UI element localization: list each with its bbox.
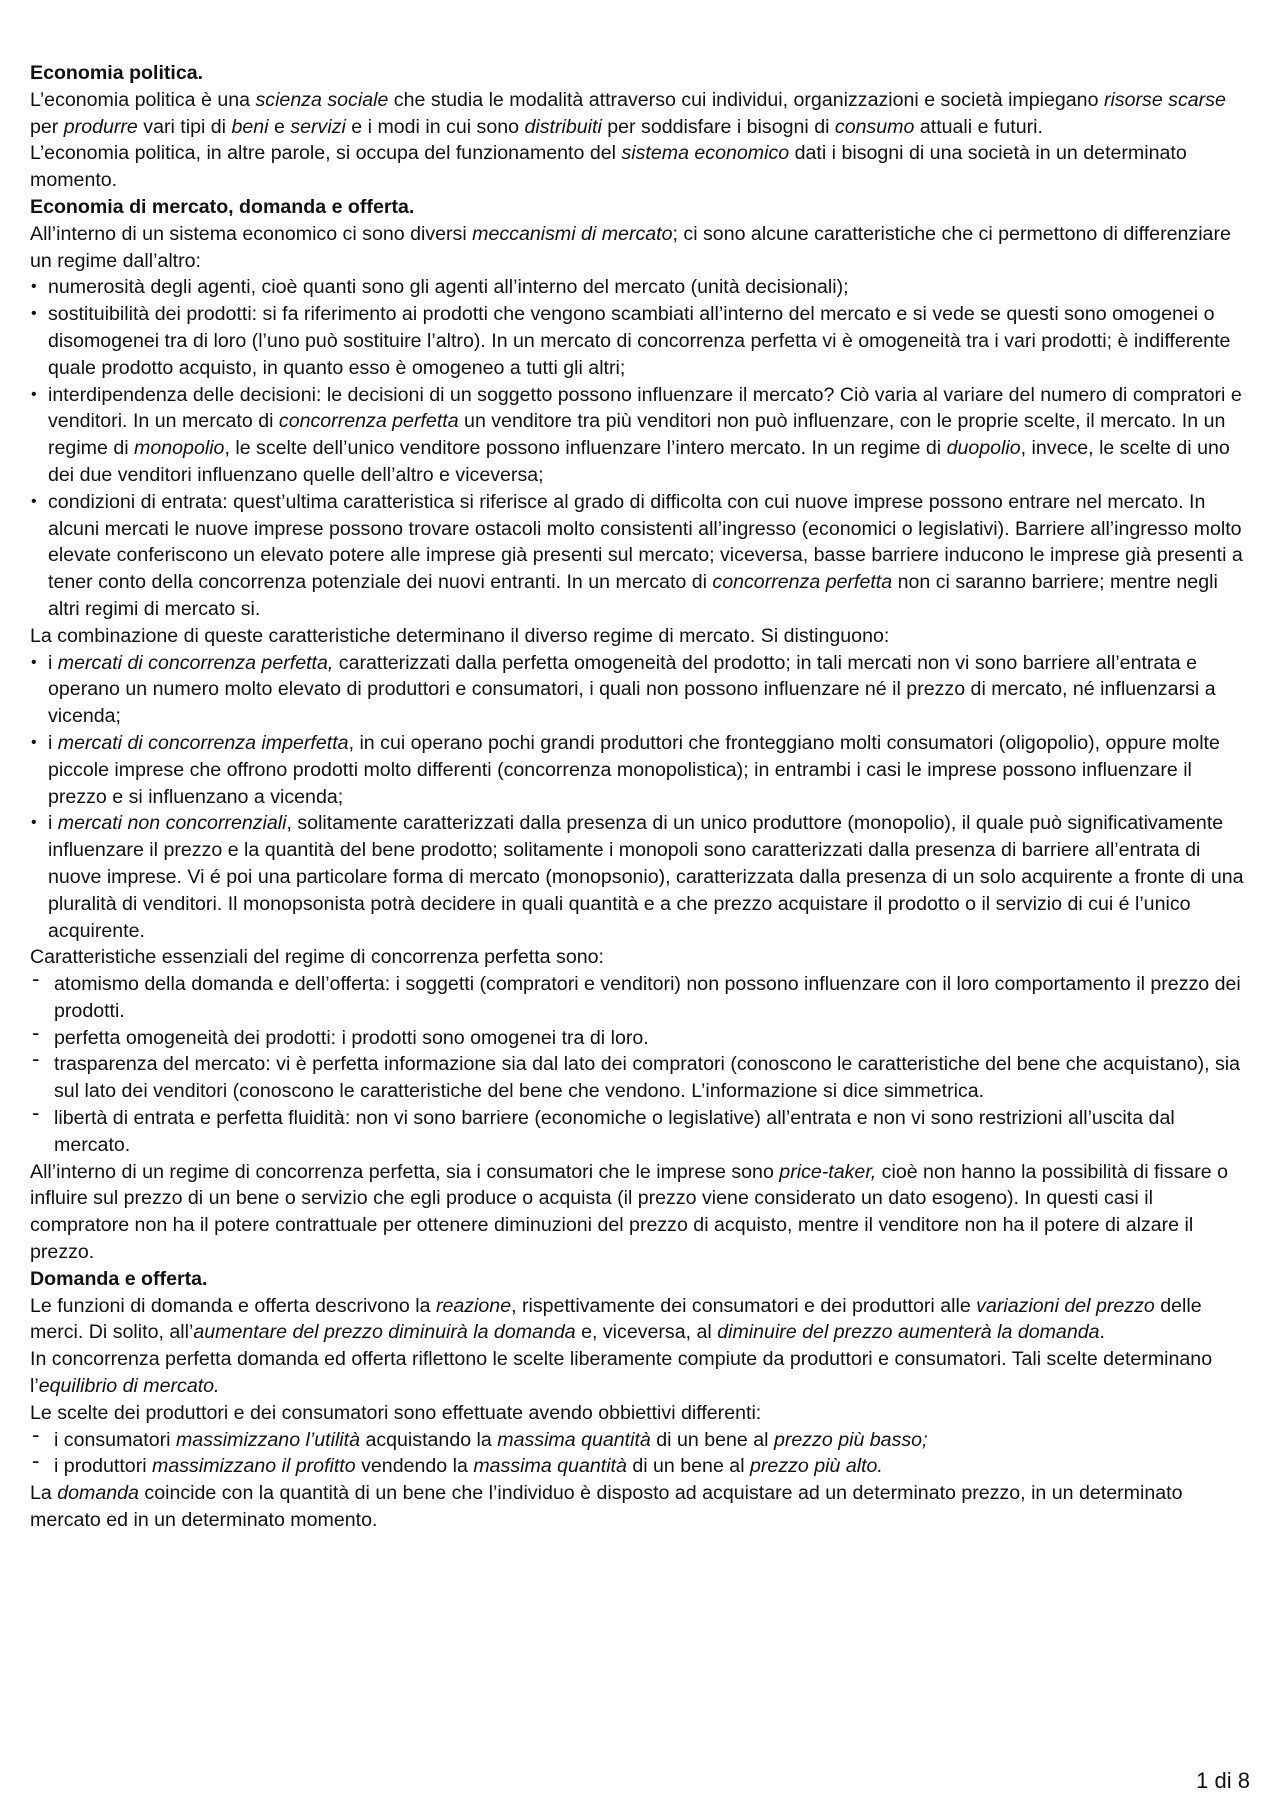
italic-run: sistema economico — [621, 142, 790, 165]
paragraph — [30, 623, 1250, 650]
text-run: i — [48, 812, 58, 835]
text-run: un venditore tra più venditori non può influenzare, con le proprie scelte, il mercato. In un regime di — [48, 410, 1226, 460]
text-run: . — [1099, 1321, 1105, 1344]
italic-run: massima quantità — [497, 1428, 651, 1451]
dash-list — [30, 1427, 1250, 1481]
text-run: delle merci. Di solito, all’ — [30, 1294, 1202, 1344]
text-run: Le scelte dei produttori e dei consumatori sono effettuate avendo obbiettivi differenti: — [30, 1401, 762, 1424]
text-run: caratterizzati dalla perfetta omogeneità del prodotto; in tali mercati non vi sono barriere all’entrata e operano un numero molto elevato di produttori e consumatori, i quali non possono influenzare né il prezzo di mercato, né influenzarsi a vicenda; — [48, 651, 1216, 728]
italic-run: massimizzano il profitto — [152, 1455, 356, 1478]
paragraph — [30, 1346, 1250, 1400]
italic-run: prezzo più alto. — [750, 1455, 883, 1478]
bullet-list — [30, 274, 1250, 622]
text-run: vendendo la — [355, 1455, 474, 1478]
text-run: All’interno di un sistema economico ci sono diversi — [30, 222, 473, 245]
section-heading: Economia politica. — [30, 62, 204, 84]
italic-run: servizi — [290, 115, 346, 138]
text-run: All’interno di un regime di concorrenza perfetta, sia i consumatori che le imprese sono — [30, 1160, 780, 1183]
italic-run: mercati non concorrenziali — [57, 812, 287, 835]
paragraph — [30, 1480, 1250, 1534]
text-run: attuali e futuri. — [914, 115, 1043, 138]
paragraph — [30, 221, 1250, 275]
italic-run: massima quantità — [473, 1455, 627, 1478]
italic-run: scienza sociale — [255, 88, 389, 111]
paragraph — [30, 1400, 1250, 1427]
section-heading: Domanda e offerta. — [30, 1267, 208, 1290]
italic-run: risorse scarse — [1103, 88, 1226, 111]
text-run: non ci saranno barriere; mentre negli altri regimi di mercato si. — [48, 571, 1218, 620]
list-item — [30, 971, 1250, 1025]
paragraph — [30, 140, 1250, 194]
text-run: condizioni di entrata: quest’ultima caratteristica si riferisce al grado di difficolta con cui nuove imprese possono entrare nel mercato. In alcuni mercati le nuove imprese possono trovare ostacoli molto consistenti all’ingresso (economici o legislativi). Barriere all’ingresso molto elevate conferiscono un elevato potere alle imprese già presenti sul mercato; viceversa, basse barriere inducono le imprese già presenti a tener conto della concorrenza potenziale dei nuovi entranti. In un mercato di — [48, 490, 1243, 594]
paragraph — [30, 87, 1250, 141]
italic-run: mercati di concorrenza perfetta, — [57, 651, 334, 674]
italic-run: concorrenza perfetta — [278, 410, 459, 433]
text-run: , rispettivamente dei consumatori e dei produttori alle — [511, 1294, 977, 1317]
text-run: sostituibilità dei prodotti: si fa riferimento ai prodotti che vengono scambiati all’interno del mercato e si vede se questi sono omogenei o disomogenei tra di loro (l’uno può sostituire l’altro). In un mercato di concorrenza perfetta vi è omogeneità tra i vari prodotti; è indifferente quale prodotto acquisto, in quanto esso è omogeneo a tutti gli altri; — [48, 303, 1231, 379]
italic-run: reazione — [435, 1294, 512, 1317]
italic-run: beni — [231, 115, 269, 138]
italic-run: distribuiti — [524, 115, 602, 138]
text-run: numerosità degli agenti, cioè quanti sono gli agenti all’interno del mercato (unità decisionali); — [48, 276, 849, 299]
section-heading: Economia di mercato, domanda e offerta. — [30, 195, 415, 218]
text-run: e — [268, 115, 291, 138]
italic-run: price-taker, — [779, 1160, 877, 1183]
dash-list — [30, 971, 1250, 1159]
italic-run: diminuire del prezzo aumenterà la domanda — [717, 1321, 1100, 1344]
text-run: , solitamente caratterizzati dalla presenza di un unico produttore (monopolio), il quale può significativamente influenzare il prezzo e la quantità del bene prodotto; solitamente i monopoli sono caratterizzati dalla presenza di barriere all’entrata di nuove imprese. Vi é poi una particolare forma di mercato (monopsonio), caratterizzata dalla presenza di un solo acquirente a fronte di una pluralità di venditori. Il monopsonista potrà decidere in quali quantità e a che prezzo acquistare il prodotto o il servizio di cui é l’unico acquirente. — [48, 812, 1244, 942]
list-item — [30, 810, 1250, 944]
text-run: trasparenza del mercato: vi è perfetta informazione sia dal lato dei compratori (conoscono le caratteristiche del bene che acquistano), sia sul lato dei venditori (conoscono le caratteristiche del bene che vendono. L’informazione si dice simmetrica. — [54, 1053, 1241, 1103]
list-item — [30, 730, 1250, 810]
italic-run: mercati di concorrenza imperfetta — [57, 731, 349, 754]
italic-run: massimizzano l’utilità — [175, 1428, 360, 1451]
paragraph — [30, 1159, 1250, 1266]
list-item — [30, 489, 1250, 623]
text-run: , in cui operano pochi grandi produttori che fronteggiano molti consumatori (oligopolio), oppure molte piccole imprese che offrono prodotti molto differenti (concorrenza monopolistica); in entrambi i casi le imprese possono influenzare il prezzo e si influenzano a vicenda; — [48, 731, 1220, 808]
italic-run: domanda — [57, 1482, 139, 1505]
text-run: L’economia politica è una — [30, 88, 256, 111]
text-run: i produttori — [54, 1455, 153, 1478]
list-item — [30, 382, 1250, 489]
page-number: 1 di 8 — [1196, 1768, 1250, 1793]
text-run: di un bene al — [626, 1455, 750, 1478]
text-run: Le funzioni di domanda e offerta descrivono la — [30, 1294, 436, 1317]
italic-run: concorrenza perfetta — [712, 571, 893, 594]
list-item — [30, 301, 1250, 381]
text-run: per — [30, 115, 64, 138]
text-run: vari tipi di — [137, 115, 232, 138]
italic-run: consumo — [834, 115, 915, 138]
text-run: e, viceversa, al — [575, 1321, 718, 1344]
list-item — [30, 1051, 1250, 1105]
text-run: che studia le modalità attraverso cui individui, organizzazioni e società impiegano — [388, 88, 1104, 111]
text-run: di un bene al — [650, 1428, 774, 1451]
text-run: interdipendenza delle decisioni: le decisioni di un soggetto possono influenzare il mercato? Ciò varia al variare del numero di compratori e venditori. In un mercato di — [48, 383, 1242, 433]
paragraph — [30, 944, 1250, 971]
paragraph — [30, 1293, 1250, 1347]
text-run: La combinazione di queste caratteristiche determinano il diverso regime di mercato. Si distinguono: — [30, 624, 890, 647]
italic-run: variazioni del prezzo — [976, 1294, 1155, 1317]
italic-run: equilibrio di mercato. — [38, 1375, 220, 1398]
text-run: i — [48, 651, 58, 674]
italic-run: meccanismi di mercato — [472, 222, 673, 245]
text-run: In concorrenza perfetta domanda ed offerta riflettono le scelte liberamente compiute da produttori e consumatori. Tali scelte determinano l’ — [30, 1348, 1213, 1398]
text-run: coincide con la quantità di un bene che l’individuo è disposto ad acquistare ad un determinato prezzo, in un determinato mercato ed in un determinato momento. — [30, 1482, 1183, 1532]
list-item — [30, 274, 1250, 301]
text-run: L’economia politica, in altre parole, si occupa del funzionamento del — [30, 142, 622, 165]
list-item — [30, 1453, 1250, 1480]
list-item — [30, 1025, 1250, 1052]
text-run: perfetta omogeneità dei prodotti: i prodotti sono omogenei tra di loro. — [54, 1026, 649, 1049]
italic-run: duopolio — [946, 437, 1021, 460]
text-run: , le scelte dell’unico venditore possono influenzare l’intero mercato. In un regime di — [224, 437, 947, 460]
italic-run: monopolio — [134, 437, 225, 460]
text-run: per soddisfare i bisogni di — [601, 115, 835, 138]
text-run: atomismo della domanda e dell’offerta: i soggetti (compratori e venditori) non possono influenzare con il loro comportamento il prezzo dei prodotti. — [54, 973, 1241, 1022]
text-run: , invece, le scelte di uno dei due venditori influenzano quelle dell’altro e viceversa; — [48, 437, 1230, 486]
list-item — [30, 1427, 1250, 1454]
text-run: acquistando la — [360, 1428, 498, 1451]
text-run: dati i bisogni di una società in un determinato momento. — [30, 142, 1187, 192]
text-run: La — [30, 1482, 58, 1505]
text-run: i — [48, 731, 58, 754]
italic-run: produrre — [63, 115, 138, 138]
italic-run: aumentare del prezzo diminuirà la domanda — [193, 1321, 576, 1344]
text-run: cioè non hanno la possibilità di fissare o influire sul prezzo di un bene o servizio che egli produce o acquista (il prezzo viene considerato un dato esogeno). In questi casi il compratore non ha il potere contrattuale per ottenere diminuzioni del prezzo di acquisto, mentre il venditore non ha il potere di alzare il prezzo. — [30, 1160, 1229, 1264]
text-run: Caratteristiche essenziali del regime di concorrenza perfetta sono: — [30, 946, 604, 969]
text-run: ; ci sono alcune caratteristiche che ci permettono di differenziare un regime dall’altro: — [30, 222, 1231, 272]
list-item — [30, 1105, 1250, 1159]
text-run: e i modi in cui sono — [345, 115, 525, 138]
bullet-list — [30, 650, 1250, 945]
list-item — [30, 650, 1250, 730]
text-run: libertà di entrata e perfetta fluidità: non vi sono barriere (economiche o legislative) all’entrata e non vi sono restrizioni all’uscita dal mercato. — [54, 1107, 1175, 1156]
italic-run: prezzo più basso; — [773, 1428, 928, 1451]
text-run: i consumatori — [54, 1428, 176, 1451]
